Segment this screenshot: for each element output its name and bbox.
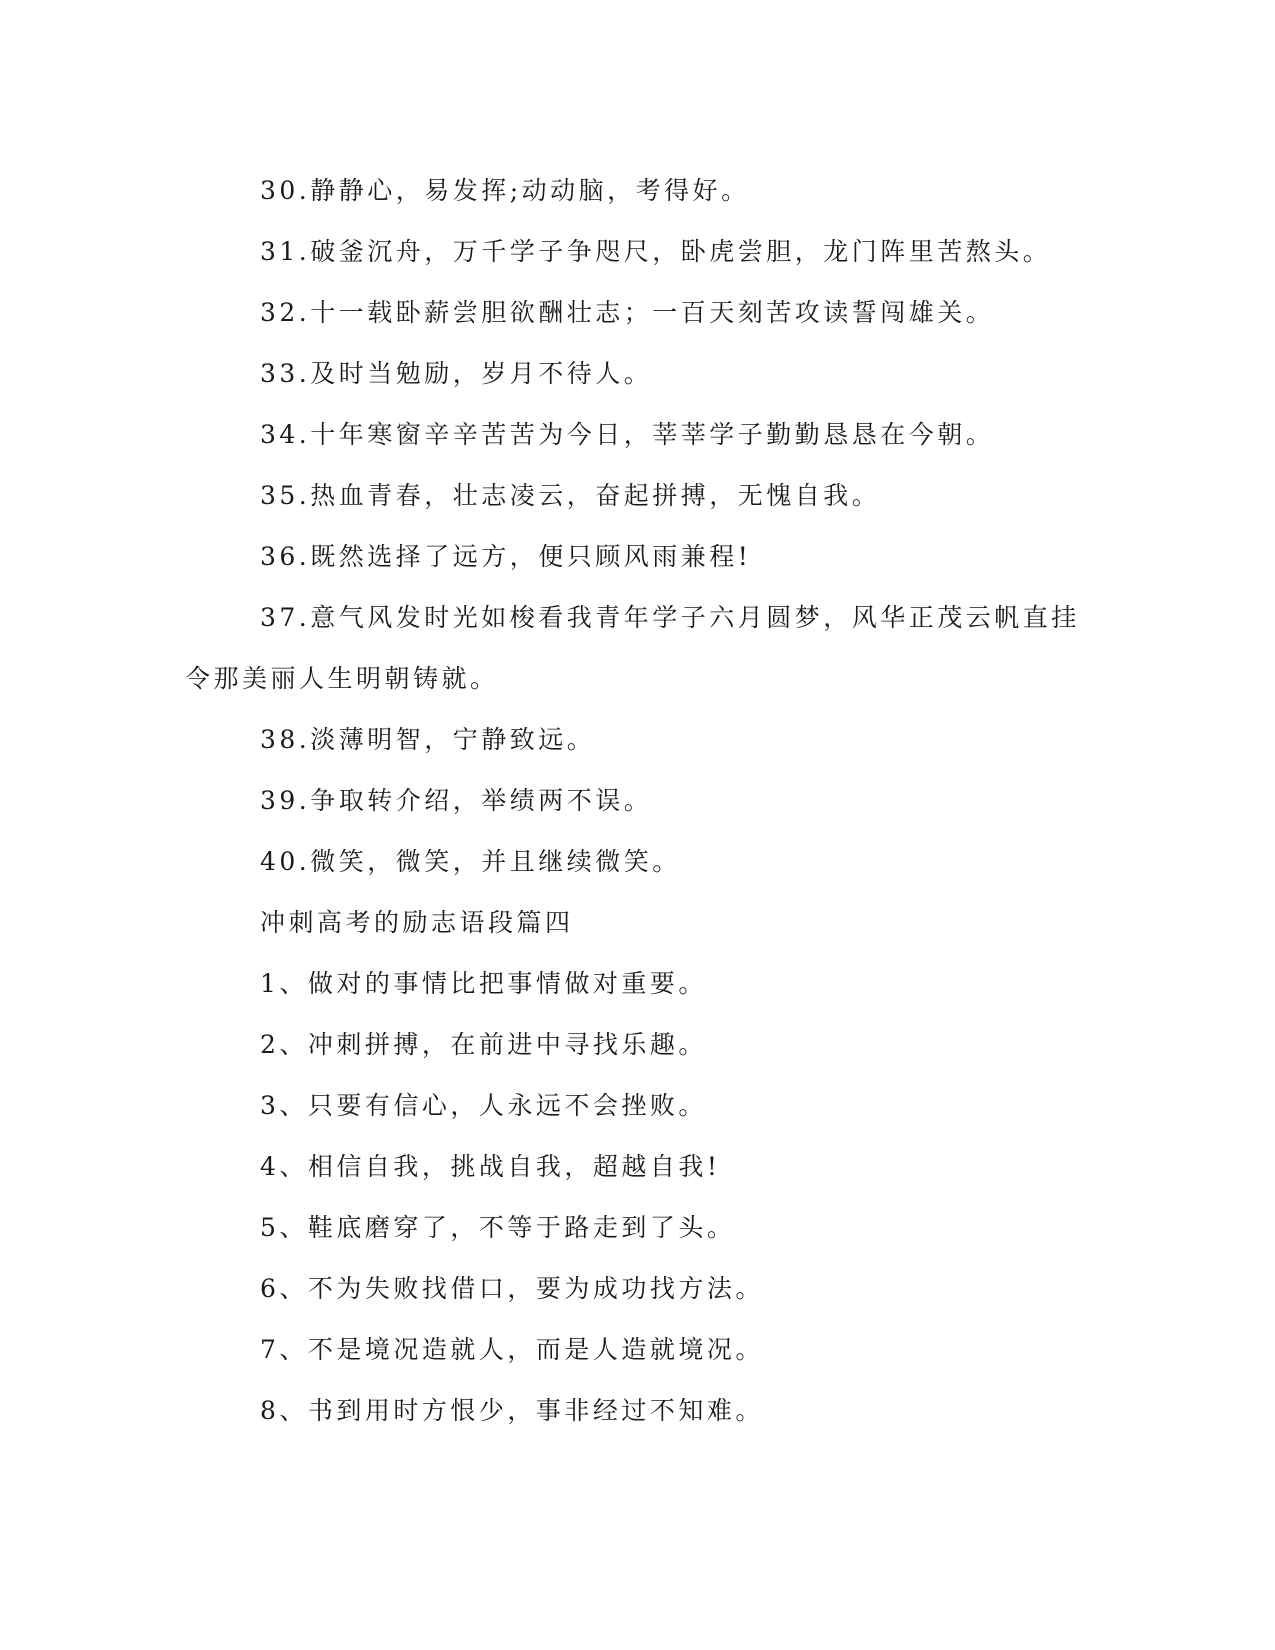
paragraph-38: 38.淡薄明智，宁静致远。 [260,725,596,754]
paragraph-37: 37.意气风发时光如梭看我青年学子六月圆梦，风华正茂云帆直挂令那美丽人生明朝铸就。 [185,603,1080,693]
paragraph-36: 36.既然选择了远方，便只顾风雨兼程! [260,542,752,571]
paragraph-35: 35.热血青春，壮志凌云，奋起拼搏，无愧自我。 [260,481,881,510]
list-item-6: 6、不为失败找借口，要为成功找方法。 [260,1274,764,1303]
document-body [185,160,1085,1441]
list-item-1: 1、做对的事情比把事情做对重要。 [260,969,707,998]
paragraph-32: 32.十一载卧薪尝胆欲酬壮志；一百天刻苦攻读誓闯雄关。 [260,298,995,327]
list-item-7: 7、不是境况造就人，而是人造就境况。 [260,1335,764,1364]
list-item-8: 8、书到用时方恨少，事非经过不知难。 [260,1396,764,1425]
list-item-4: 4、相信自我，挑战自我，超越自我! [260,1152,721,1181]
paragraph-30: 30.静静心，易发挥;动动脑，考得好。 [260,176,750,205]
list-item-5: 5、鞋底磨穿了，不等于路走到了头。 [260,1213,736,1242]
paragraph-31: 31.破釜沉舟，万千学子争咫尺，卧虎尝胆，龙门阵里苦熬头。 [260,237,1052,266]
section-heading: 冲刺高考的励志语段篇四 [260,908,574,937]
list-item-2: 2、冲刺拼搏，在前进中寻找乐趣。 [260,1030,707,1059]
paragraph-33: 33.及时当勉励，岁月不待人。 [260,359,653,388]
paragraph-39: 39.争取转介绍，举绩两不误。 [260,786,653,815]
paragraph-40: 40.微笑，微笑，并且继续微笑。 [260,847,681,876]
list-item-3: 3、只要有信心，人永远不会挫败。 [260,1091,707,1120]
paragraph-34: 34.十年寒窗辛辛苦苦为今日，莘莘学子勤勤恳恳在今朝。 [260,420,995,449]
